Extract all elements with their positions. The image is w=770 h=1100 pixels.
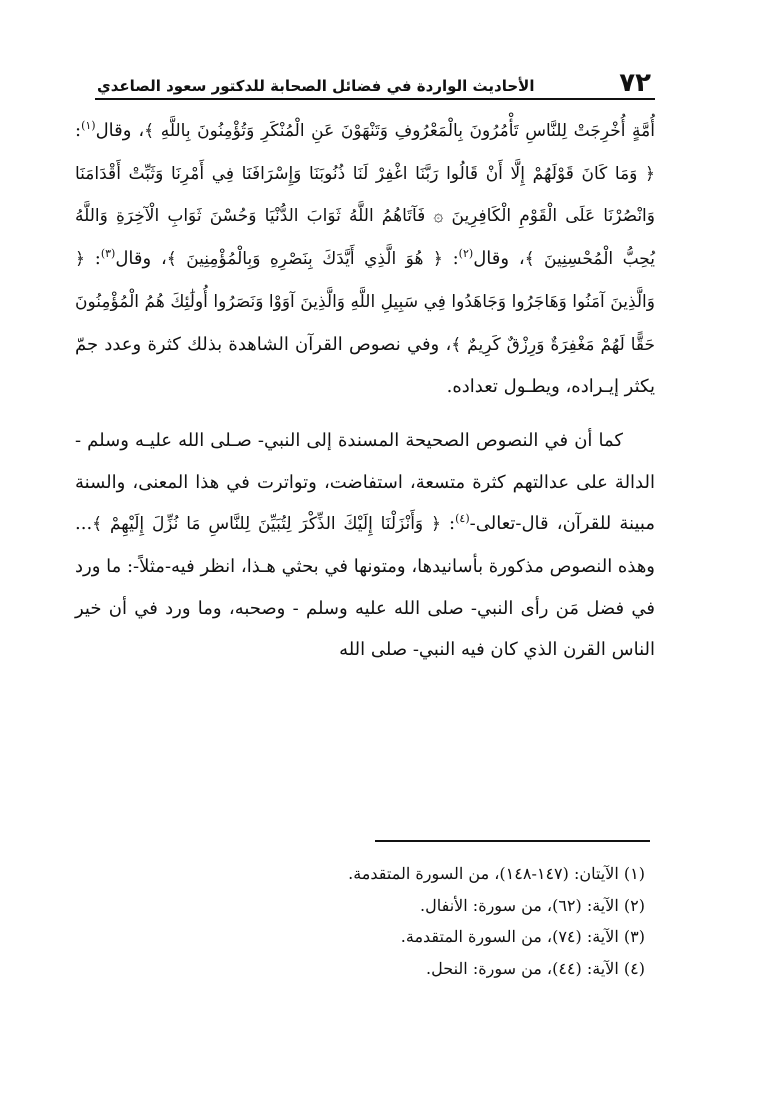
- paragraph-2: [75, 420, 655, 671]
- footnote-1: (١) الآيتان: (١٤٧-١٤٨)، من السورة المتقدمة.: [348, 864, 645, 883]
- footnote-ref-3: (٣): [100, 247, 116, 261]
- body-text-span: :: [84, 248, 101, 270]
- body-text-span: ، وقال: [473, 248, 525, 270]
- body-text-span: ، وفي نصوص القرآن الشاهدة بذلك كثرة وعدد جمّ يكثر إيـراده، ويطـول تعداده.: [75, 333, 655, 398]
- footnote-2: (٢) الآية: (٦٢)، من سورة: الأنفال.: [420, 895, 645, 915]
- body-text: [75, 110, 655, 671]
- page-header: [95, 64, 655, 100]
- footnote-ref-2: (٢): [458, 247, 474, 261]
- quran-verse: أُمَّةٍ أُخْرِجَتْ لِلنَّاسِ تَأْمُرُونَ بِالْمَعْرُوفِ وَتَنْهَوْنَ عَنِ الْمُنْكَرِ وَتُؤْمِنُونَ بِاللَّهِ ﴾: [144, 121, 655, 141]
- footnote-3: (٣) الآية: (٧٤)، من السورة المتقدمة.: [400, 927, 645, 946]
- quran-verse: ﴿ هُوَ الَّذِي أَيَّدَكَ بِنَصْرِهِ وَبِالْمُؤْمِنِينَ ﴾: [166, 249, 443, 270]
- quran-verse: ﴿ وَأَنْزَلْنَا إِلَيْكَ الذِّكْرَ لِتُبَيِّنَ لِلنَّاسِ مَا نُزِّلَ إِلَيْهِمْ ﴾: [92, 514, 441, 535]
- body-text-span: ... وهذه النصوص مذكورة بأسانيدها، ومتونها في بحثي هـذا، انظر فيه-مثلاً-: ما ورد في فضل مَن رأى النبي- صلى الله عليه وسلم - وصحبه، وما ورد في أن خير الناس القرن الذي كان فيه النبي- صلى الله: [75, 513, 655, 661]
- footnote-ref-4: (٤): [455, 512, 470, 526]
- footnote-ref-1: (١): [81, 119, 96, 132]
- body-text-span: كما أن في النصوص الصحيحة المسندة إلى النبي- صـلى الله عليـه وسلم - الدالة على عدالتهم كثرة متسعة، استفاضت، وتواترت في هذا المعنى، والسنة مبينة للقرآن، قال-تعالى-: [75, 429, 655, 535]
- body-text-span: :: [440, 513, 456, 535]
- body-text-span: ، وقال: [115, 248, 167, 270]
- running-title: الأحاديث الواردة في فضائل الصحابة للدكتور سعود الصاعدي: [97, 77, 535, 95]
- body-text-span: ، وقال: [95, 120, 145, 141]
- footnote-separator: [375, 840, 650, 842]
- paragraph-1: [75, 110, 655, 408]
- body-text-span: :: [75, 120, 82, 141]
- body-text-span: :: [442, 248, 459, 270]
- quran-verse: ﴿ وَمَا كَانَ قَوْلَهُمْ إِلَّا أَنْ قَالُوا رَبَّنَا اغْفِرْ لَنَا ذُنُوبَنَا وَإِسْرَافَنَا فِي أَمْرِنَا وَثَبِّتْ أَقْدَامَنَا وَانْصُرْنَا عَلَى الْقَوْمِ الْكَافِرِينَ ۞ فَآتَاهُمُ اللَّهُ ثَوَابَ الدُّنْيَا وَحُسْنَ ثَوَابِ الْآخِرَةِ وَاللَّهُ يُحِبُّ الْمُحْسِنِينَ ﴾: [75, 163, 655, 270]
- quran-verse: ﴿ وَالَّذِينَ آمَنُوا وَهَاجَرُوا وَجَاهَدُوا فِي سَبِيلِ اللَّهِ وَالَّذِينَ آوَوْا وَنَصَرُوا أُولَٰئِكَ هُمُ الْمُؤْمِنُونَ حَقًّا لَهُمْ مَغْفِرَةٌ وَرِزْقٌ كَرِيمٌ ﴾: [75, 249, 655, 355]
- page-number: ٧٢: [619, 68, 651, 98]
- footnote-4: (٤) الآية: (٤٤)، من سورة: النحل.: [426, 958, 645, 978]
- footnotes-list: [140, 858, 645, 984]
